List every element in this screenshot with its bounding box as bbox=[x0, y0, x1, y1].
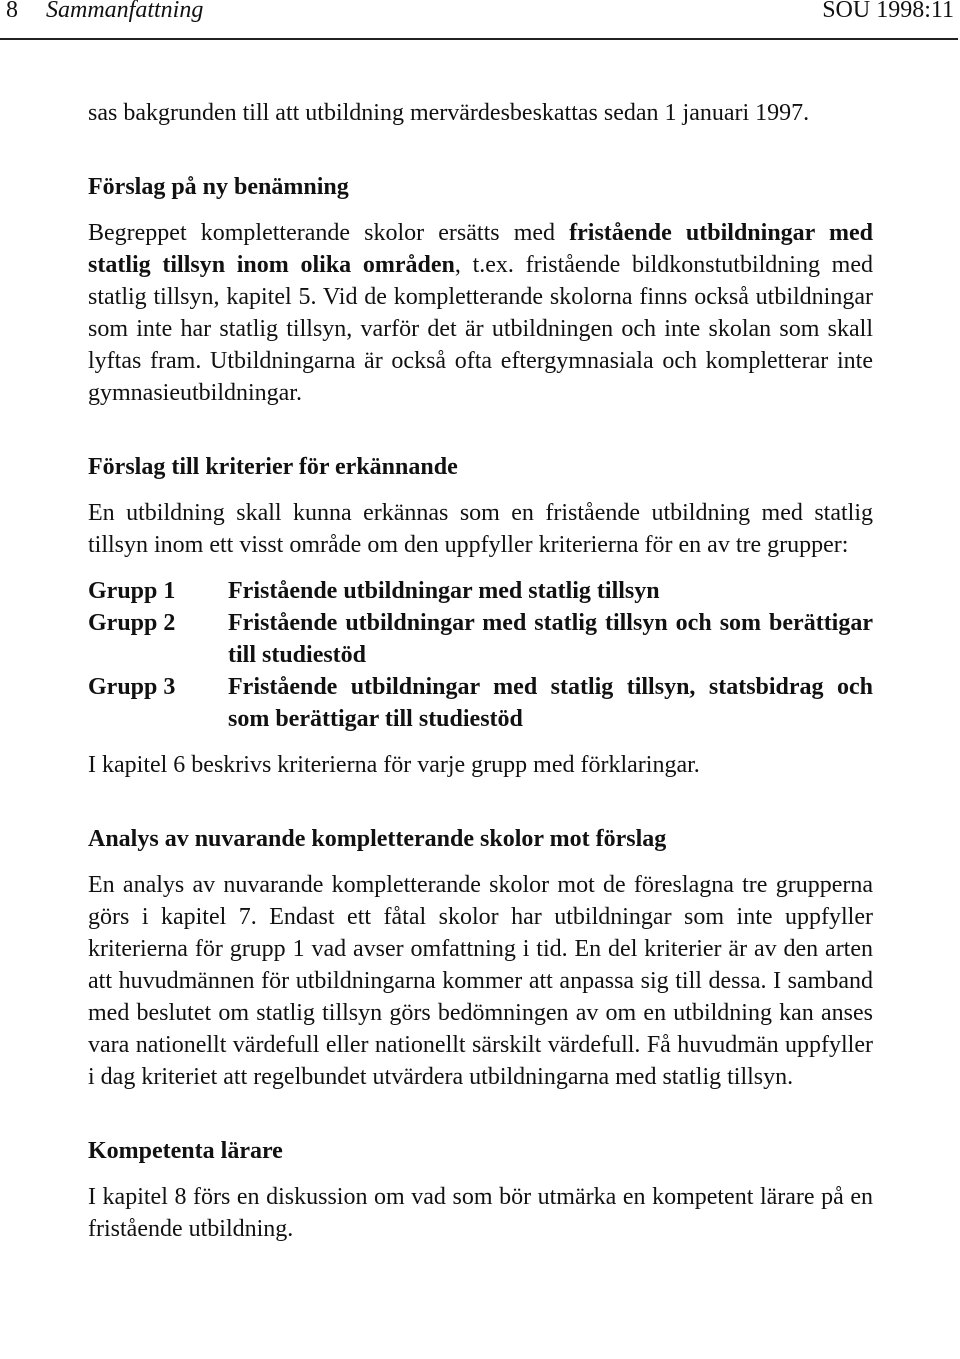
group-description: Fristående utbildningar med statlig tillsyn bbox=[228, 578, 660, 604]
group-row bbox=[88, 671, 873, 735]
page-body bbox=[88, 97, 873, 1245]
section-paragraph-teachers: I kapitel 8 förs en diskussion om vad som bör utmärka en kompetent lärare på en fristående utbildning. bbox=[88, 1184, 873, 1242]
group-row bbox=[88, 607, 873, 671]
group-description: Fristående utbildningar med statlig tillsyn och som berättigar till studiestöd bbox=[228, 610, 873, 668]
running-title: Sammanfattning bbox=[46, 0, 204, 23]
group-row bbox=[88, 575, 873, 607]
section-paragraph-criteria: En utbildning skall kunna erkännas som en fristående utbildning med statlig tillsyn inom ett visst område om den uppfyller kriterierna för en av tre grupper: bbox=[88, 500, 873, 558]
report-id: SOU 1998:11 bbox=[822, 0, 954, 23]
page-number: 8 bbox=[6, 0, 18, 23]
intro-continuation: sas bakgrunden till att utbildning mervärdesbeskattas sedan 1 januari 1997. bbox=[88, 100, 810, 126]
group-description: Fristående utbildningar med statlig tillsyn, statsbidrag och som berättigar till studiestöd bbox=[228, 674, 873, 732]
section-heading-new-name: Förslag på ny benämning bbox=[88, 174, 349, 200]
section-heading-teachers: Kompetenta lärare bbox=[88, 1138, 283, 1164]
header-rule bbox=[0, 38, 958, 40]
bold-term: fristående utbildningar med statlig tillsyn inom olika områden bbox=[88, 220, 873, 278]
paragraph-text: , t.ex. fristående bildkonstutbildning med statlig tillsyn, kapitel 5. Vid de kompletterande skolorna finns också utbildningar som inte har statlig tillsyn, varför det är utbildningen och inte skolan som skall lyftas fram. Utbildningarna är också ofta eftergymnasiala och kompletterar inte gymnasieutbildningar. bbox=[88, 252, 873, 406]
group-label: Grupp 1 bbox=[88, 578, 176, 604]
group-label: Grupp 3 bbox=[88, 674, 176, 700]
page-header bbox=[0, 0, 960, 44]
section-paragraph-analysis: En analys av nuvarande kompletterande skolor mot de föreslagna tre grupperna görs i kapitel 7. Endast ett fåtal skolor har utbildningar som inte uppfyller kriterierna för grupp 1 vad avser omfattning i tid. En del kriterier är av den arten att huvudmännen för utbildningarna kommer att anpassa sig till dessa. I samband med beslutet om statlig tillsyn görs bedömningen av om en utbildning kan anses vara nationellt värdefull eller nationellt särskilt värdefull. Få huvudmän uppfyller i dag kriteriet att regelbundet utvärdera utbildningarna med statlig tillsyn. bbox=[88, 872, 873, 1090]
section-heading-analysis: Analys av nuvarande kompletterande skolor mot förslag bbox=[88, 826, 667, 852]
group-label: Grupp 2 bbox=[88, 610, 176, 636]
group-list bbox=[88, 575, 873, 735]
section-outro-criteria: I kapitel 6 beskrivs kriterierna för varje grupp med förklaringar. bbox=[88, 752, 700, 778]
section-heading-criteria: Förslag till kriterier för erkännande bbox=[88, 454, 458, 480]
paragraph-text: Begreppet kompletterande skolor ersätts med bbox=[88, 220, 570, 246]
section-paragraph-new-name bbox=[88, 217, 873, 409]
